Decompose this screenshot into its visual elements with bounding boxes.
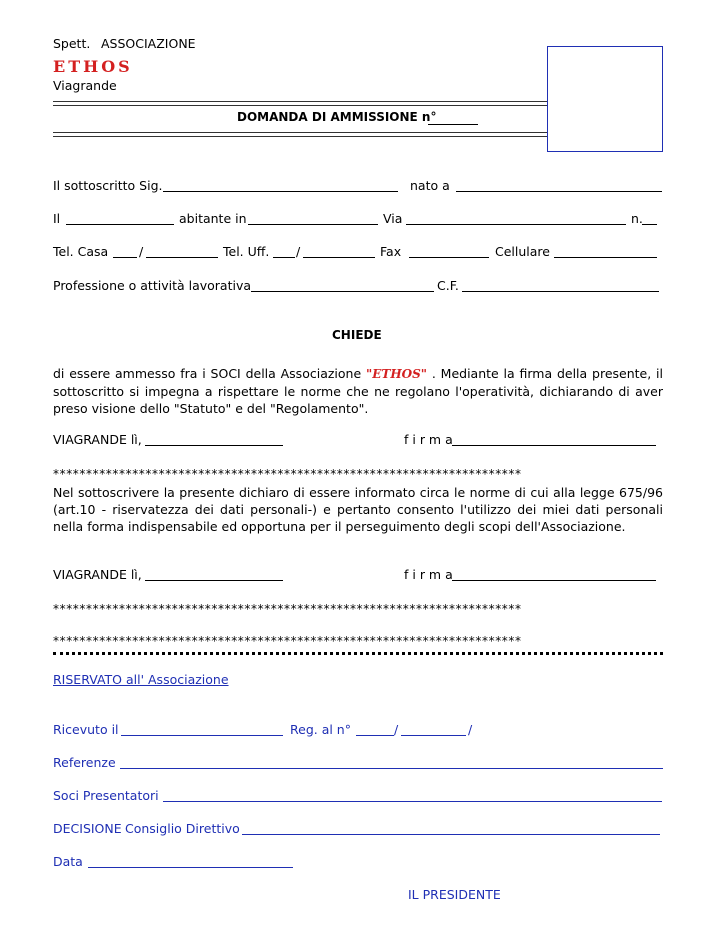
- fax-label: Fax: [380, 244, 402, 259]
- references-label: Referenze: [53, 755, 116, 770]
- request-text-after: . Mediante la firma della presente, il sottoscritto si impegna a rispettare le norme che ne regolano l'operatività, dichiarando di aver preso visione dello "Statuto" e del "Regolamento".: [53, 366, 663, 416]
- tel-home-slash: /: [139, 244, 144, 259]
- city-label: Viagrande: [53, 78, 117, 93]
- salutation: Spett.: [53, 36, 91, 51]
- president-label: IL PRESIDENTE: [408, 887, 501, 902]
- separator-stars-3: ***********************************************************************: [53, 635, 522, 647]
- privacy-place-date-label: VIAGRANDE lì,: [53, 567, 142, 582]
- request-paragraph: [53, 365, 663, 417]
- residence-field[interactable]: [248, 224, 378, 225]
- on-label: Il: [53, 211, 61, 226]
- profession-label: Professione o attività lavorativa: [53, 278, 252, 293]
- references-field[interactable]: [120, 768, 663, 769]
- tax-code-label: C.F.: [437, 278, 459, 293]
- birthplace-field[interactable]: [456, 191, 662, 192]
- double-rule-top: [53, 101, 548, 106]
- place-date-label: VIAGRANDE lì,: [53, 432, 142, 447]
- tel-office-label: Tel. Uff.: [223, 244, 270, 259]
- tel-home-label: Tel. Casa: [53, 244, 109, 259]
- presenters-field[interactable]: [163, 801, 662, 802]
- date-field[interactable]: [88, 867, 293, 868]
- received-label: Ricevuto il: [53, 722, 119, 737]
- decision-field[interactable]: [242, 834, 660, 835]
- dotted-divider: [53, 652, 663, 655]
- reg-slash-2: /: [468, 722, 473, 737]
- street-label: Via: [383, 211, 403, 226]
- name-field[interactable]: [163, 191, 398, 192]
- signature-field[interactable]: [452, 445, 656, 446]
- request-heading: CHIEDE: [332, 328, 382, 342]
- tax-code-field[interactable]: [462, 291, 659, 292]
- signature-label: f i r m a: [404, 432, 453, 447]
- brand-inline: "ETHOS": [365, 367, 428, 381]
- fax-field[interactable]: [409, 257, 489, 258]
- reserved-title: RISERVATO all' Associazione: [53, 672, 229, 687]
- separator-stars-1: ***********************************************************************: [53, 468, 522, 480]
- privacy-signature-label: f i r m a: [404, 567, 453, 582]
- profession-field[interactable]: [251, 291, 434, 292]
- privacy-signature-field[interactable]: [452, 580, 656, 581]
- double-rule-bottom: [53, 132, 548, 137]
- request-text-before: di essere ammesso fra i SOCI della Associazione: [53, 366, 362, 381]
- place-date-field[interactable]: [145, 445, 283, 446]
- signed-label: Il sottoscritto Sig.: [53, 178, 163, 193]
- decision-label-rest: Consiglio Direttivo: [125, 821, 240, 836]
- received-field[interactable]: [121, 735, 283, 736]
- reg-year-field[interactable]: [401, 735, 466, 736]
- birthdate-field[interactable]: [66, 224, 174, 225]
- street-field[interactable]: [406, 224, 626, 225]
- tel-office-prefix-field[interactable]: [273, 257, 295, 258]
- reg-label: Reg. al n°: [290, 722, 351, 737]
- tel-office-number-field[interactable]: [303, 257, 375, 258]
- form-number-field[interactable]: [428, 124, 478, 125]
- date-label: Data: [53, 854, 83, 869]
- separator-stars-2: ***********************************************************************: [53, 603, 522, 615]
- tel-office-slash: /: [296, 244, 301, 259]
- born-label: nato a: [410, 178, 450, 193]
- privacy-place-date-field[interactable]: [145, 580, 283, 581]
- house-number-field[interactable]: [642, 224, 657, 225]
- tel-home-prefix-field[interactable]: [113, 257, 137, 258]
- mobile-field[interactable]: [554, 257, 657, 258]
- number-label: n.: [631, 211, 643, 226]
- form-title: DOMANDA DI AMMISSIONE n°: [237, 110, 437, 124]
- resident-label: abitante in: [179, 211, 247, 226]
- privacy-paragraph: Nel sottoscrivere la presente dichiaro di essere informato circa le norme di cui alla legge 675/96 (art.10 - riservatezza dei dati personali-) e pertanto consento l'utilizzo dei miei dati personali nella forma indispensabile ed opportuna per il perseguimento degli scopi dell'Associazione.: [53, 485, 663, 534]
- reg-number-field[interactable]: [356, 735, 394, 736]
- tel-home-number-field[interactable]: [146, 257, 218, 258]
- decision-label-caps: DECISIONE: [53, 821, 122, 836]
- presenters-label: Soci Presentatori: [53, 788, 159, 803]
- association-label: ASSOCIAZIONE: [101, 36, 196, 51]
- brand-logo-text: ETHOS: [53, 57, 133, 76]
- photo-box: [547, 46, 663, 152]
- reg-slash-1: /: [394, 722, 399, 737]
- mobile-label: Cellulare: [495, 244, 550, 259]
